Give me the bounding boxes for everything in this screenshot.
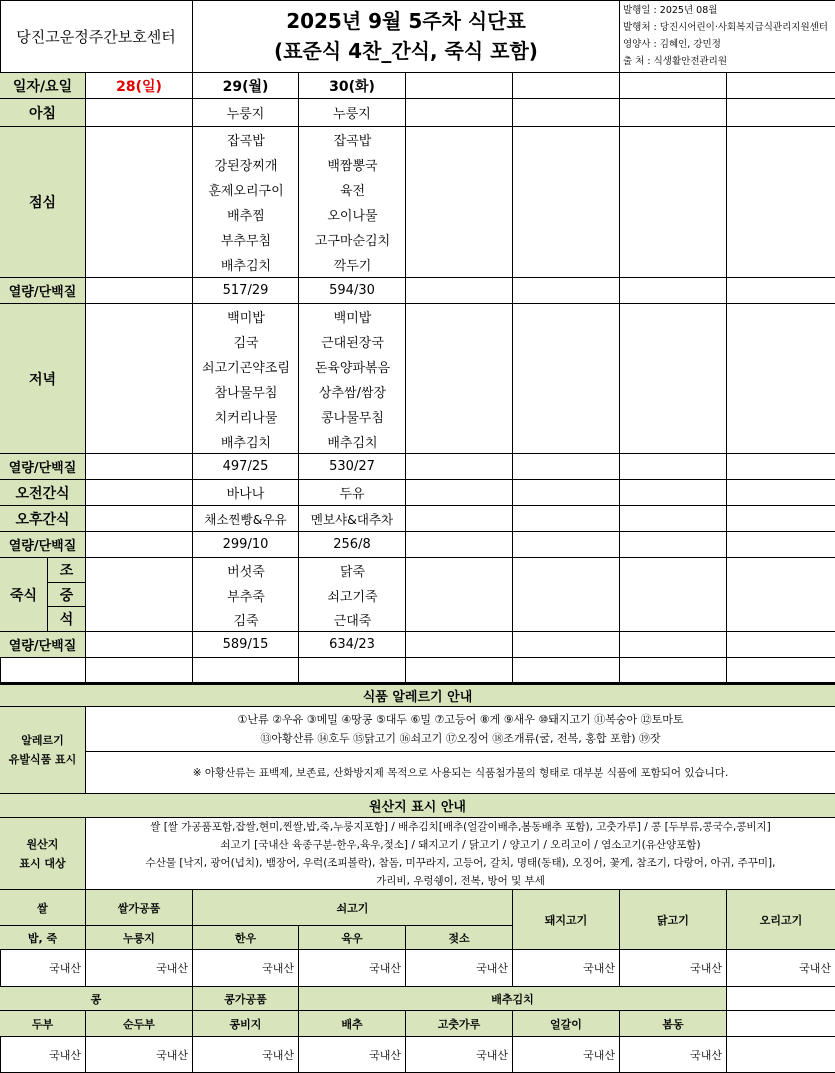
porridge-mon-item: 부추죽 [227,589,265,605]
allergy-title: 식품 알레르기 안내 [0,683,835,707]
empty-menu-cell [727,532,835,558]
porridge-cal-sun [86,632,193,658]
origin-eolgari-sub: 얼갈이 [513,1011,620,1037]
dinner-tue-item: 돈육양파볶음 [314,361,391,376]
allergy-note: ※ 아황산류는 표백제, 보존료, 산화방지제 목적으로 사용되는 식품첨가물의 형태로 대부분 식품에 포함되어 있습니다. [86,752,835,794]
origin-rice-sub: 밥, 죽 [0,926,86,950]
porridge-mon-list [193,558,299,632]
dinner-mon-item: 치커리나물 [214,411,278,426]
origin-value-duck: 국내산 [727,950,835,987]
lunch-mon-item: 배추찜 [227,209,265,224]
origin-value-blank [727,1037,835,1073]
blank-row-tue [299,658,406,683]
origin-value-hanwoo: 국내산 [193,950,299,987]
snack-cal-mon: 299/10 [193,532,299,558]
origin-bean-head: 콩 [0,987,193,1011]
title-line-1: 2025년 9월 5주차 식단표 [286,9,526,33]
lunch-tue-item: 고구마순김치 [314,234,391,249]
empty-menu-cell [513,304,620,454]
pm-snack-label: 오후간식 [0,506,86,532]
dinner-tue-list [299,304,406,454]
origin-value-chili-powder: 국내산 [406,1037,513,1073]
breakfast-tue: 누룽지 [299,99,406,127]
empty-menu-cell [513,99,620,127]
empty-menu-cell [513,558,620,632]
empty-menu-cell [406,99,513,127]
empty-menu-cell [513,127,620,278]
origin-line-4: 가리비, 우렁쉥이, 전복, 방어 및 부세 [376,874,545,887]
empty-menu-cell [727,278,835,304]
empty-menu-cell [620,658,727,683]
source: 출 처 : 식생활안전관리원 [623,56,728,67]
empty-menu-cell [513,532,620,558]
dinner-cal-sun [86,454,193,480]
dinner-mon-list [193,304,299,454]
porridge-lunch-label: 중 [48,583,86,607]
origin-dairy-cow-sub: 젖소 [406,926,513,950]
dinner-tue-item: 콩나물무침 [321,411,384,426]
empty-menu-cell [620,480,727,506]
origin-duck-head: 오리고기 [727,890,835,950]
origin-value-chicken: 국내산 [620,950,727,987]
day-28-sun: 28(일) [86,73,193,99]
dinner-sun [86,304,193,454]
day-30-tue: 30(화) [299,73,406,99]
am-snack-tue: 두유 [299,480,406,506]
menu-title [193,0,620,73]
origin-rice-product-head: 쌀가공품 [86,890,193,926]
porridge-tue-item: 쇠고기죽 [327,589,378,605]
origin-value-yukwoo: 국내산 [299,950,406,987]
origin-nurungji-sub: 누룽지 [86,926,193,950]
day-29-mon: 29(월) [193,73,299,99]
empty-menu-cell [620,278,727,304]
day-empty-5 [513,73,620,99]
origin-label: 원산지 표시 대상 [0,818,86,890]
lunch-tue-item: 오이나물 [327,209,378,224]
origin-value-rice: 국내산 [0,950,86,987]
blank-row-label [0,658,86,683]
origin-cabbage-sub: 배추 [299,1011,406,1037]
empty-menu-cell [620,558,727,632]
dinner-mon-item: 참나물무침 [214,386,278,401]
empty-menu-cell [620,99,727,127]
pm-snack-mon: 채소찐빵&우유 [193,506,299,532]
allergy-list [86,707,835,752]
publish-info [620,0,835,73]
origin-pork-head: 돼지고기 [513,890,620,950]
date-weekday-label: 일자/요일 [0,73,86,99]
lunch-tue-item: 백짬뽕국 [327,159,378,174]
dinner-mon-item: 쇠고기곤약조림 [202,361,290,376]
dinner-cal-tue: 530/27 [299,454,406,480]
origin-description [86,818,835,890]
lunch-cal-tue: 594/30 [299,278,406,304]
blank-row-sun [86,658,193,683]
origin-blank-sub [727,1011,835,1037]
porridge-mon-item: 버섯죽 [227,565,265,580]
dinner-tue-item: 배추김치 [327,436,378,451]
porridge-calorie-label: 열량/단백질 [0,632,86,658]
origin-beef-head: 쇠고기 [193,890,513,926]
allergy-label: 알레르기 유발식품 표시 [0,707,86,794]
origin-kimchi-head [299,987,727,1011]
origin-blank-head [727,987,835,1011]
lunch-tue-list [299,127,406,278]
origin-value-dairy-cow: 국내산 [406,950,513,987]
pm-snack-sun [86,506,193,532]
empty-menu-cell [620,506,727,532]
empty-menu-cell [727,127,835,278]
origin-value-nurungji: 국내산 [86,950,193,987]
origin-kimchi-head-label: 배추김치 [491,992,534,1006]
porridge-label: 죽식 [0,558,48,632]
origin-chili-powder-sub: 고춧가루 [406,1011,513,1037]
lunch-sun [86,127,193,278]
title-line-2: (표준식 4찬_간식, 죽식 포함) [274,39,538,63]
origin-chicken-head: 닭고기 [620,890,727,950]
empty-menu-cell [513,506,620,532]
empty-menu-cell [620,532,727,558]
day-empty-7 [727,73,835,99]
origin-line-2: 쇠고기 [국내산 육종구분-한우,육우,젖소] / 돼지고기 / 닭고기 / 양고기 / 오리고이 / 염소고기(유산양포함) [220,838,701,851]
origin-value-okara: 국내산 [193,1037,299,1073]
porridge-tue-item: 근대죽 [333,614,372,629]
breakfast-sun [86,99,193,127]
dinner-mon-item: 김국 [233,336,259,351]
empty-menu-cell [620,304,727,454]
origin-value-bomdong: 국내산 [620,1037,727,1073]
am-snack-label: 오전간식 [0,480,86,506]
empty-menu-cell [727,454,835,480]
snack-calorie-label: 열량/단백질 [0,532,86,558]
empty-menu-cell [406,658,513,683]
allergy-line-2: ⑬아황산류 ⑭호두 ⑮닭고기 ⑯쇠고기 ⑰오징어 ⑱조개류(굴, 전복, 홍합 포함) ⑲잣 [260,732,661,745]
empty-menu-cell [513,658,620,683]
origin-value-pork: 국내산 [513,950,620,987]
empty-menu-cell [727,99,835,127]
empty-menu-cell [406,454,513,480]
blank-row-mon [193,658,299,683]
empty-menu-cell [727,632,835,658]
origin-okara-sub: 콩비지 [193,1011,299,1037]
empty-menu-cell [406,632,513,658]
empty-menu-cell [727,558,835,632]
porridge-tue-list [299,558,406,632]
porridge-tue-item: 닭죽 [339,565,366,580]
empty-menu-cell [620,127,727,278]
porridge-sun [86,558,193,632]
empty-menu-cell [727,506,835,532]
porridge-breakfast-label: 조 [48,558,86,583]
breakfast-mon: 누룽지 [193,99,299,127]
porridge-tue [299,558,406,632]
day-empty-6 [620,73,727,99]
origin-bomdong-sub: 봄동 [620,1011,727,1037]
origin-line-1: 쌀 [쌀 가공품포함,잡쌀,현미,찐쌀,밥,죽,누룽지포함] / 배추김치[배추(얼갈이배추,봄동배추 포함), 고춧가루] / 콩 [두부류,콩국수,콩비지] [150,820,771,833]
dinner-tue [299,304,406,454]
empty-menu-cell [406,127,513,278]
day-empty-4 [406,73,513,99]
porridge-mon [193,558,299,632]
origin-value-soft-tofu: 국내산 [86,1037,193,1073]
empty-menu-cell [620,454,727,480]
lunch-mon [193,127,299,278]
porridge-dinner-label: 석 [48,607,86,632]
allergy-line-1: ①난류 ②우유 ③메밀 ④땅콩 ⑤대두 ⑥밀 ⑦고등어 ⑧게 ⑨새우 ⑩돼지고기 ⑪복숭아 ⑫토마토 [237,713,684,726]
dinner-mon-item: 배추김치 [220,436,272,451]
lunch-mon-item: 부추무침 [220,234,272,249]
dinner-cal-mon: 497/25 [193,454,299,480]
pm-snack-tue: 멘보샤&대추차 [299,506,406,532]
dinner-tue-item: 상추쌈/쌈장 [318,386,387,401]
empty-menu-cell [513,632,620,658]
origin-rice-head: 쌀 [0,890,86,926]
am-snack-sun [86,480,193,506]
dinner-tue-item: 근대된장국 [321,336,384,351]
empty-menu-cell [513,454,620,480]
dinner-mon-item: 백미밥 [227,311,265,326]
center-name: 당진고운정주간보호센터 [0,0,193,73]
publish-date: 발행일 : 2025년 08월 [623,5,718,16]
dinner-mon [193,304,299,454]
lunch-tue-item: 육전 [339,184,366,199]
breakfast-label: 아침 [0,99,86,127]
snack-cal-tue: 256/8 [299,532,406,558]
origin-title: 원산지 표시 안내 [0,794,835,818]
empty-menu-cell [620,632,727,658]
dietitians: 영양사 : 김혜인, 강민정 [623,39,721,50]
lunch-mon-list [193,127,299,278]
empty-menu-cell [406,304,513,454]
empty-menu-cell [406,532,513,558]
lunch-cal-sun [86,278,193,304]
publisher: 발행처 : 당진시어린이·사회복지급식관리지원센터 [623,22,828,33]
dinner-label: 저녁 [0,304,86,454]
lunch-mon-item: 배추김치 [220,259,272,274]
lunch-mon-item: 잡곡밥 [227,134,265,149]
dinner-calorie-label: 열량/단백질 [0,454,86,480]
lunch-tue-item: 깍두기 [333,259,372,274]
porridge-cal-mon: 589/15 [193,632,299,658]
empty-menu-cell [406,278,513,304]
origin-soft-tofu-sub: 순두부 [86,1011,193,1037]
empty-menu-cell [727,304,835,454]
lunch-calorie-label: 열량/단백질 [0,278,86,304]
empty-menu-cell [727,658,835,683]
lunch-label: 점심 [0,127,86,278]
origin-value-cabbage: 국내산 [299,1037,406,1073]
am-snack-mon: 바나나 [193,480,299,506]
lunch-mon-item: 강된장찌개 [214,159,278,174]
origin-tofu-sub: 두부 [0,1011,86,1037]
lunch-cal-mon: 517/29 [193,278,299,304]
lunch-tue [299,127,406,278]
origin-line-3: 수산물 [낙지, 광어(넙치), 뱀장어, 우럭(조피볼락), 참돔, 미꾸라지, 고등어, 갈치, 명태(동태), 오징어, 꽃게, 참조기, 다랑어, 아귀, 주꾸미], [145,856,776,869]
empty-menu-cell [727,480,835,506]
empty-menu-cell [406,558,513,632]
origin-yukwoo-sub: 육우 [299,926,406,950]
origin-value-tofu: 국내산 [0,1037,86,1073]
empty-menu-cell [406,506,513,532]
dinner-tue-item: 백미밥 [333,311,372,326]
empty-menu-cell [406,480,513,506]
origin-bean-product-head: 콩가공품 [193,987,299,1011]
snack-cal-sun [86,532,193,558]
lunch-mon-item: 훈제오리구이 [208,184,284,199]
lunch-tue-item: 잡곡밥 [333,134,372,149]
porridge-cal-tue: 634/23 [299,632,406,658]
empty-menu-cell [513,278,620,304]
origin-value-eolgari: 국내산 [513,1037,620,1073]
origin-hanwoo-sub: 한우 [193,926,299,950]
empty-menu-cell [513,480,620,506]
porridge-mon-item: 김죽 [233,614,259,629]
